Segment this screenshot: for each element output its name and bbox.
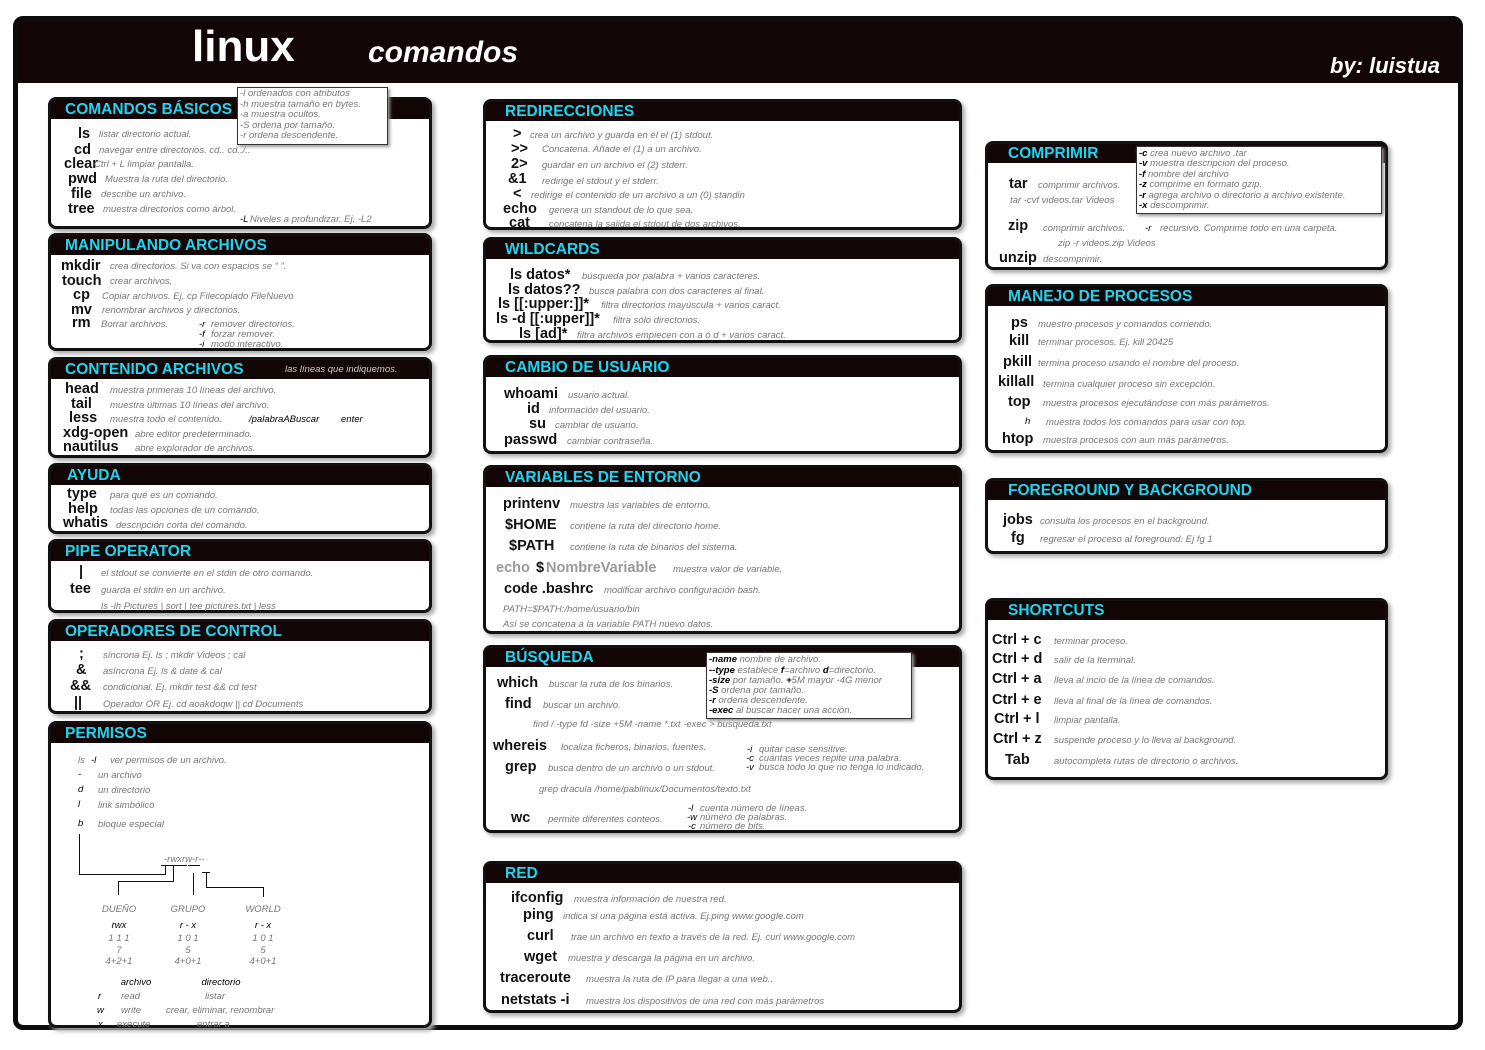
var-path: $PATH xyxy=(509,538,555,554)
perm-w: w xyxy=(97,1005,104,1016)
desc-mv: renombrar archivos y directorios. xyxy=(102,305,241,316)
shortcut-ctrl-l: Ctrl + l xyxy=(994,711,1040,727)
perm-x: x xyxy=(98,1019,103,1030)
perm-connector xyxy=(263,887,264,897)
desc-ctrl-c: terminar proceso. xyxy=(1054,636,1128,647)
cmd-su: su xyxy=(529,416,546,432)
section-shortcuts xyxy=(985,598,1388,780)
popup-line: -r agrega archivo o directorio a archivo existente. xyxy=(1139,190,1346,201)
section-title: RED xyxy=(505,865,538,882)
opt-grep-c: -c xyxy=(746,753,754,764)
cmd-pipe: | xyxy=(79,564,84,580)
section-title: AYUDA xyxy=(67,467,121,484)
desc-rm: Borrar archivos. xyxy=(101,319,169,330)
desc-wc-w: número de palabras. xyxy=(700,812,788,823)
cmd-mv: mv xyxy=(71,302,92,318)
page-title: linux xyxy=(192,22,295,71)
desc-cd: navegar entre directorios. cd.. cd../.. xyxy=(99,145,251,156)
desc-zip-r: recursivo. Comprime todo en una carpeta. xyxy=(1160,223,1338,234)
cmd-ping: ping xyxy=(523,907,554,923)
author-credit: by: luistua xyxy=(1330,53,1441,78)
desc-ps: muestro procesos y comandos corriendo. xyxy=(1038,319,1213,330)
popup-line: -h muestra tamaño en bytes. xyxy=(240,99,361,110)
perm-connector xyxy=(188,865,200,866)
tar-example: tar -cvf videos.tar Videos xyxy=(1010,195,1115,206)
type-block-desc: bloque especial xyxy=(98,819,165,830)
group-rwx: r - x xyxy=(179,920,197,931)
section-title: COMANDOS BÁSICOS xyxy=(65,101,233,118)
cmd-whoami: whoami xyxy=(504,386,558,402)
desc-pwd: Muestra la ruta del directorio. xyxy=(105,174,229,185)
section-title: COMPRIMIR xyxy=(1008,145,1099,162)
world-sum: 4+0+1 xyxy=(249,956,277,967)
section-note: las líneas que indiquemos. xyxy=(285,364,398,375)
desc-mkdir: crea directorios. Si va con espacios se “ ”. xyxy=(110,261,287,272)
group-sum: 4+0+1 xyxy=(174,956,202,967)
desc-top: muestra procesos ejecutándose con más parámetros. xyxy=(1043,398,1270,409)
cmd-type: type xyxy=(67,486,97,502)
cmd-printenv: printenv xyxy=(503,496,561,512)
op-or: || xyxy=(74,695,83,711)
cmd-rm: rm xyxy=(72,315,91,331)
desc-wc-l: cuenta número de líneas. xyxy=(700,803,808,814)
perm-connector xyxy=(173,865,174,881)
desc-grep-v: busca todo lo que no tenga lo indicado. xyxy=(759,762,925,773)
cmd-cd: cd xyxy=(74,142,91,158)
popup-line: -exec al buscar hacer una acción. xyxy=(709,705,853,716)
desc-rm-r: remover directorios. xyxy=(211,319,295,330)
desc-ampersand: asíncrona Ej. ls & date & cal xyxy=(103,666,222,677)
section-redirecciones xyxy=(483,99,962,230)
shortcut-ctrl-c: Ctrl + c xyxy=(992,632,1042,648)
perm-ls-opt: -l xyxy=(91,755,97,766)
desc-unzip: descomprimir. xyxy=(1043,254,1103,265)
perm-connector xyxy=(118,881,119,895)
op-stderr: 2> xyxy=(511,156,528,172)
section-title: PERMISOS xyxy=(65,725,147,742)
desc-ping: indica si una página está activa. Ej.ping www.google.com xyxy=(563,911,804,922)
desc-killall: termina cualquier proceso sin excepción. xyxy=(1043,379,1216,390)
desc-code-bashrc: modificar archivo configuración bash. xyxy=(604,585,761,596)
desc-wget: muestra y descarga la página en un archivo. xyxy=(568,953,755,964)
section-title: MANIPULANDO ARCHIVOS xyxy=(65,237,267,254)
desc-jobs: consulta los procesos en el background. xyxy=(1040,516,1210,527)
section-title: VARIABLES DE ENTORNO xyxy=(505,469,701,486)
shortcut-ctrl-e: Ctrl + e xyxy=(992,692,1042,708)
desc-stdin: redirige el contenido de un archivo a un (0) standin xyxy=(531,190,745,201)
cmd-fg: fg xyxy=(1011,530,1025,546)
popup-line: -r ordena descendente. xyxy=(709,695,808,706)
desc-tail: muestra últimas 10 líneas del archivo. xyxy=(110,400,270,411)
section-manipulando-archivos xyxy=(48,233,432,351)
cmd-unzip: unzip xyxy=(999,250,1037,266)
cmd-top: top xyxy=(1008,394,1031,410)
cmd-clear: clear xyxy=(64,156,98,172)
desc-netstats: muestra los dispositivos de una red con más parámetros xyxy=(586,996,825,1007)
shortcut-ctrl-a: Ctrl + a xyxy=(992,671,1042,687)
desc-htop: muestra procesos con aun más parámetros. xyxy=(1043,435,1229,446)
desc-top-h: muestra todos los comandos para usar con top. xyxy=(1046,417,1247,428)
group-world: WORLD xyxy=(245,904,281,915)
section-title: SHORTCUTS xyxy=(1008,602,1105,619)
popup-line: -r ordena descendente. xyxy=(240,130,339,141)
cmd-traceroute: traceroute xyxy=(500,970,571,986)
desc-wildcard-upper: filtra directorios mayúscula + varios caract. xyxy=(601,300,781,311)
desc-ctrl-z: suspende proceso y lo lleva al background. xyxy=(1054,735,1237,746)
cmd-pwd: pwd xyxy=(68,171,97,187)
section-title: PIPE OPERATOR xyxy=(65,543,192,560)
desc-pkill: termina proceso usando el nombre del proceso. xyxy=(1038,358,1240,369)
owner-sum: 4+2+1 xyxy=(105,956,133,967)
cmd-touch: touch xyxy=(62,273,102,289)
perm-connector xyxy=(79,874,165,875)
owner-bits: 1 1 1 xyxy=(108,933,130,944)
grep-example: grep dracula /home/pablinux/Documentos/texto.txt xyxy=(539,784,751,795)
desc-ls: listar directorio actual. xyxy=(99,129,192,140)
op-stdin: < xyxy=(513,186,522,202)
col-archivo: archivo xyxy=(120,977,152,988)
section-operadores-control xyxy=(48,619,432,714)
desc-kill: terminar procesos. Ej. kill 20425 xyxy=(1038,337,1174,348)
opt-grep-v: -v xyxy=(746,762,754,773)
desc-wc: permite diferentes conteos. xyxy=(548,814,663,825)
desc-redirect-out: crea un archivo y guarda en él el (1) stdout. xyxy=(530,130,714,141)
opt-wc-c: -c xyxy=(688,821,696,832)
popup-line: -z comprime en formato gzip. xyxy=(1139,179,1263,190)
section-title: CONTENIDO ARCHIVOS xyxy=(65,361,244,378)
popup-line: --type establece f=archivo d=directorio. xyxy=(709,665,876,676)
opt-rm-r: -r xyxy=(199,319,206,330)
top-key-h: h xyxy=(1025,416,1031,427)
desc-curl: trae un archivo en texto a través de la red. Ej. curl www.google.com xyxy=(571,932,856,943)
section-foreground-background xyxy=(985,478,1388,554)
desc-ifconfig: muestra información de nuestra red. xyxy=(574,894,727,905)
section-permisos xyxy=(48,721,432,1028)
cmd-tar: tar xyxy=(1009,176,1028,192)
desc-ctrl-l: limpiar pantalla. xyxy=(1054,715,1121,726)
wildcard-class: ls [ad]* xyxy=(519,326,568,342)
path-note: Así se concatena a la variable PATH nuevo datos. xyxy=(503,619,714,630)
section-pipe-operator xyxy=(48,539,432,613)
desc-pipe: el stdout se convierte en el stdin de otro comando. xyxy=(101,568,314,579)
desc-tee: guarda el stdin en un archivo. xyxy=(101,585,226,596)
tar-options-popup xyxy=(1136,146,1382,214)
section-title: WILDCARDS xyxy=(505,241,600,258)
less-search-key: /palabraABuscar xyxy=(249,414,320,425)
cmd-ls: ls xyxy=(78,126,91,142)
desc-wildcard-upper-dir: filtra sólo directorios. xyxy=(613,315,701,326)
desc-id: información del usuario. xyxy=(549,405,650,416)
desc-wildcard-class: filtra archivos empiecen con a ó d + varios caract. xyxy=(577,330,786,341)
ls-options-popup xyxy=(237,87,388,145)
desc-grep: busca dentro de un archivo o un stdout. xyxy=(548,763,715,774)
zip-example: zip -r videos.zip Videos xyxy=(1058,238,1156,249)
cmd-htop: htop xyxy=(1002,431,1034,447)
desc-wildcard-star: búsqueda por palabra + varios caracteres. xyxy=(582,271,761,282)
popup-line: -v muestra descripcion del proceso. xyxy=(1139,158,1290,169)
op-append: >> xyxy=(511,141,528,157)
wildcard-question: ls datos?? xyxy=(508,282,581,298)
desc-passwd: cambiar contraseña. xyxy=(567,436,654,447)
type-file: - xyxy=(78,769,82,780)
opt-tree-L: -L xyxy=(240,214,249,225)
pipe-example: ls -lh Pictures | sort | tee pictures.txt | less xyxy=(101,601,276,612)
section-title: REDIRECCIONES xyxy=(505,103,635,120)
shortcut-ctrl-z: Ctrl + z xyxy=(993,731,1042,747)
desc-home: contiene la ruta del directorio home. xyxy=(570,521,722,532)
cmd-head: head xyxy=(65,381,99,397)
desc-printenv: muestra las variables de entorno. xyxy=(570,500,711,511)
world-bits: 1 0 1 xyxy=(252,933,274,944)
opt-zip-r: -r xyxy=(1145,223,1152,234)
perm-r-dir: listar xyxy=(205,991,226,1002)
type-dir: d xyxy=(78,784,84,795)
desc-cp: Copiar archivos. Ej. cp Filecopiado FileNuevo xyxy=(102,291,294,302)
type-link: l xyxy=(78,799,81,810)
desc-wc-c: número de bits. xyxy=(700,821,766,832)
perm-string: -rwxrw-r-- xyxy=(164,854,205,865)
opt-rm-f: -f xyxy=(199,329,205,340)
desc-tree-L: Niveles a profundizar. Ej. -L2 xyxy=(250,214,372,225)
shortcut-tab: Tab xyxy=(1005,752,1030,768)
cmd-curl: curl xyxy=(527,928,554,944)
perm-r-file: read xyxy=(121,991,141,1002)
desc-tar: comprimir archivos. xyxy=(1038,180,1121,191)
op-both: &1 xyxy=(508,171,527,187)
cmd-xdg-open: xdg-open xyxy=(63,425,129,441)
col-directorio: directorio xyxy=(201,977,241,988)
perm-x-file: execute xyxy=(117,1019,151,1030)
popup-line: -size por tamaño. +5M mayor -4G menor xyxy=(709,675,882,686)
wildcard-upper: ls [[:upper:]]* xyxy=(498,296,590,312)
desc-both: redirige el stdout y el stderr. xyxy=(542,176,659,187)
cmd-cat: cat xyxy=(509,215,530,231)
wildcard-upper-dir: ls -d [[:upper]]* xyxy=(496,311,600,327)
cmd-passwd: passwd xyxy=(504,432,558,448)
perm-r: r xyxy=(98,991,102,1002)
desc-ctrl-e: lleva al final de la línea de comandos. xyxy=(1054,696,1213,707)
group-group: GRUPO xyxy=(170,904,206,915)
desc-whereis: localiza ficheros, binarios, fuentes. xyxy=(561,742,707,753)
perm-x-dir: entrar a xyxy=(197,1019,230,1030)
op-semicolon: ; xyxy=(79,646,84,662)
popup-line: -x descomprimir. xyxy=(1139,200,1210,211)
cmd-zip: zip xyxy=(1008,218,1029,234)
popup-line: -f nombre del archivo xyxy=(1139,169,1229,180)
group-bits: 1 0 1 xyxy=(177,933,199,944)
popup-line: -S ordena por tamaño. xyxy=(240,120,336,131)
desc-cat: concatena la salida el stdout de dos archivos. xyxy=(549,219,741,230)
desc-grep-c: cuántas veces repite una palabra. xyxy=(759,753,902,764)
perm-connector xyxy=(161,865,187,866)
op-redirect-out: > xyxy=(513,126,522,142)
section-cambio-usuario xyxy=(483,355,962,454)
perm-ls: ls xyxy=(78,755,85,766)
desc-grep-i: quitar case sensitive. xyxy=(759,744,848,755)
cmd-jobs: jobs xyxy=(1003,512,1033,528)
type-file-desc: un archivo xyxy=(98,770,142,781)
var-home: $HOME xyxy=(505,517,557,533)
cmd-ps: ps xyxy=(1011,315,1028,331)
perm-w-dir: crear, eliminar, renombrar xyxy=(166,1005,275,1016)
op-and: && xyxy=(70,678,91,694)
section-contenido-archivos xyxy=(48,357,432,458)
path-example: PATH=$PATH:/home/usuario/bin xyxy=(503,604,640,615)
cmd-code-bashrc: code .bashrc xyxy=(504,581,594,597)
cmd-killall: killall xyxy=(998,374,1035,390)
desc-tree: muestra directorios como árbol. xyxy=(103,204,237,215)
cmd-tree: tree xyxy=(68,201,95,217)
type-dir-desc: un directorio xyxy=(98,785,151,796)
desc-or: Operador OR Ej. cd aoakdoqw || cd Documents xyxy=(103,699,304,710)
cmd-find: find xyxy=(505,696,532,712)
op-ampersand: & xyxy=(76,662,87,678)
owner-rwx: rwx xyxy=(111,920,127,931)
desc-clear: Ctrl + L limpiar pantalla. xyxy=(94,159,194,170)
desc-less: muestra todo el contenido. xyxy=(110,414,222,425)
world-rwx: r - x xyxy=(254,920,272,931)
cmd-mkdir: mkdir xyxy=(61,258,101,274)
find-options-popup xyxy=(706,652,912,719)
desc-rm-f: forzar remover. xyxy=(211,329,276,340)
section-ayuda xyxy=(48,463,432,534)
opt-wc-w: -w xyxy=(687,812,698,823)
echo-keyword: echo xyxy=(496,560,530,576)
popup-line: -a muestra ocultos. xyxy=(240,109,321,120)
section-title: FOREGROUND Y BACKGROUND xyxy=(1008,482,1252,499)
perm-connector xyxy=(193,873,194,895)
desc-nautilus: abre explorador de archivos. xyxy=(135,443,256,454)
desc-stderr: guardar en un archivo el (2) stderr. xyxy=(542,160,688,171)
cmd-nautilus: nautilus xyxy=(63,439,119,455)
cmd-grep: grep xyxy=(505,759,537,775)
section-title: BÚSQUEDA xyxy=(505,649,594,666)
echo-dollar: $ xyxy=(536,560,545,576)
desc-su: cambiar de usuario. xyxy=(555,420,639,431)
perm-connector xyxy=(206,872,207,888)
desc-help: todas las opciones de un comando. xyxy=(110,505,260,516)
cmd-whatis: whatis xyxy=(63,515,109,531)
desc-whatis: descripción corta del comando. xyxy=(116,520,248,531)
echo-variable: NombreVariable xyxy=(546,560,657,576)
wildcard-star: ls datos* xyxy=(510,267,571,283)
cmd-tee: tee xyxy=(70,581,91,597)
cmd-whereis: whereis xyxy=(493,738,547,754)
desc-zip: comprimir archivos. xyxy=(1043,223,1126,234)
section-wildcards xyxy=(483,237,962,343)
type-block: b xyxy=(78,818,84,829)
desc-wildcard-question: busca palabra con dos caracteres al final. xyxy=(589,286,765,297)
less-enter-key: enter xyxy=(341,414,363,425)
desc-semicolon: síncrona Ej. ls ; mkdir Videos ; cal xyxy=(103,650,246,661)
perm-connector xyxy=(79,834,80,874)
desc-rm-i: modo interactivo. xyxy=(211,339,284,350)
section-title: OPERADORES DE CONTROL xyxy=(65,623,283,640)
group-octal: 5 xyxy=(185,945,191,956)
section-variables-entorno xyxy=(483,465,962,634)
desc-xdg-open: abre editor predeterminado. xyxy=(135,429,253,440)
cmd-help: help xyxy=(68,501,98,517)
perm-connector xyxy=(206,887,264,888)
cmd-less: less xyxy=(69,410,98,426)
find-example: find / -type fd -size +5M -name *.txt -exec > busqueda.txt xyxy=(533,719,772,730)
desc-head: muestra primeras 10 líneas del archivo. xyxy=(110,385,277,396)
cmd-which: which xyxy=(497,675,539,691)
cmd-wc: wc xyxy=(511,810,531,826)
opt-wc-l: -l xyxy=(688,803,694,814)
world-octal: 5 xyxy=(260,945,266,956)
group-owner: DUEÑO xyxy=(101,904,137,915)
desc-append: Concatena. Añade el (1) a un archivo. xyxy=(542,144,702,155)
desc-traceroute: muestra la ruta de IP para llegar a una web.. xyxy=(586,974,774,985)
perm-w-file: write xyxy=(121,1005,142,1016)
cmd-id: id xyxy=(527,401,540,417)
popup-line: -l ordenados con atributos xyxy=(240,88,350,99)
desc-path: contiene la ruta de binarios del sistema. xyxy=(570,542,738,553)
desc-type: para qué es un comando. xyxy=(110,490,218,501)
owner-octal: 7 xyxy=(116,945,122,956)
desc-find: buscar un archivo. xyxy=(543,700,621,711)
perm-ls-desc: ver permisos de un archivo. xyxy=(110,755,227,766)
cmd-cp: cp xyxy=(73,287,90,303)
section-title: CAMBIO DE USUARIO xyxy=(505,359,670,376)
popup-line: -c crea nuevo archivo .tar xyxy=(1139,148,1247,159)
section-manejo-procesos xyxy=(985,284,1388,453)
popup-line: -name nombre de archivo. xyxy=(709,654,821,665)
desc-touch: crear archivos. xyxy=(110,276,173,287)
cmd-ifconfig: ifconfig xyxy=(511,890,564,906)
desc-file: describe un archivo. xyxy=(101,189,187,200)
shortcut-ctrl-d: Ctrl + d xyxy=(992,651,1043,667)
perm-connector xyxy=(118,881,174,882)
desc-which: buscar la ruta de los binarios. xyxy=(549,679,674,690)
cmd-wget: wget xyxy=(524,949,558,965)
desc-tab: autocompleta rutas de directorio o archivos. xyxy=(1054,756,1239,767)
cmd-tail: tail xyxy=(71,396,92,412)
section-red xyxy=(483,861,962,1013)
desc-fg: regresar el proceso al foreground. Ej fg 1 xyxy=(1040,534,1213,545)
type-link-desc: link simbólico xyxy=(98,800,155,811)
section-title: MANEJO DE PROCESOS xyxy=(1008,288,1193,305)
page-subtitle: comandos xyxy=(368,36,519,69)
perm-connector xyxy=(165,865,166,875)
desc-echo: genera un standout de lo que sea. xyxy=(549,205,694,216)
desc-whoami: usuario actual. xyxy=(568,390,630,401)
popup-line: -S ordena por tamaño. xyxy=(709,685,805,696)
desc-ctrl-a: lleva al incio de la línea de comandos. xyxy=(1054,675,1215,686)
cmd-echo: echo xyxy=(503,201,537,217)
opt-grep-i: -i xyxy=(747,744,753,755)
desc-ctrl-d: salir de la lterminal. xyxy=(1054,655,1136,666)
desc-and: condicional. Ej. mkdir test && cd test xyxy=(103,682,257,693)
opt-rm-i: -i xyxy=(199,339,205,350)
cmd-netstats: netstats -i xyxy=(501,992,570,1008)
cmd-file: file xyxy=(71,186,92,202)
desc-echo-var: muestra valor de variable. xyxy=(673,564,783,575)
cmd-kill: kill xyxy=(1009,333,1030,349)
cmd-pkill: pkill xyxy=(1003,354,1033,370)
